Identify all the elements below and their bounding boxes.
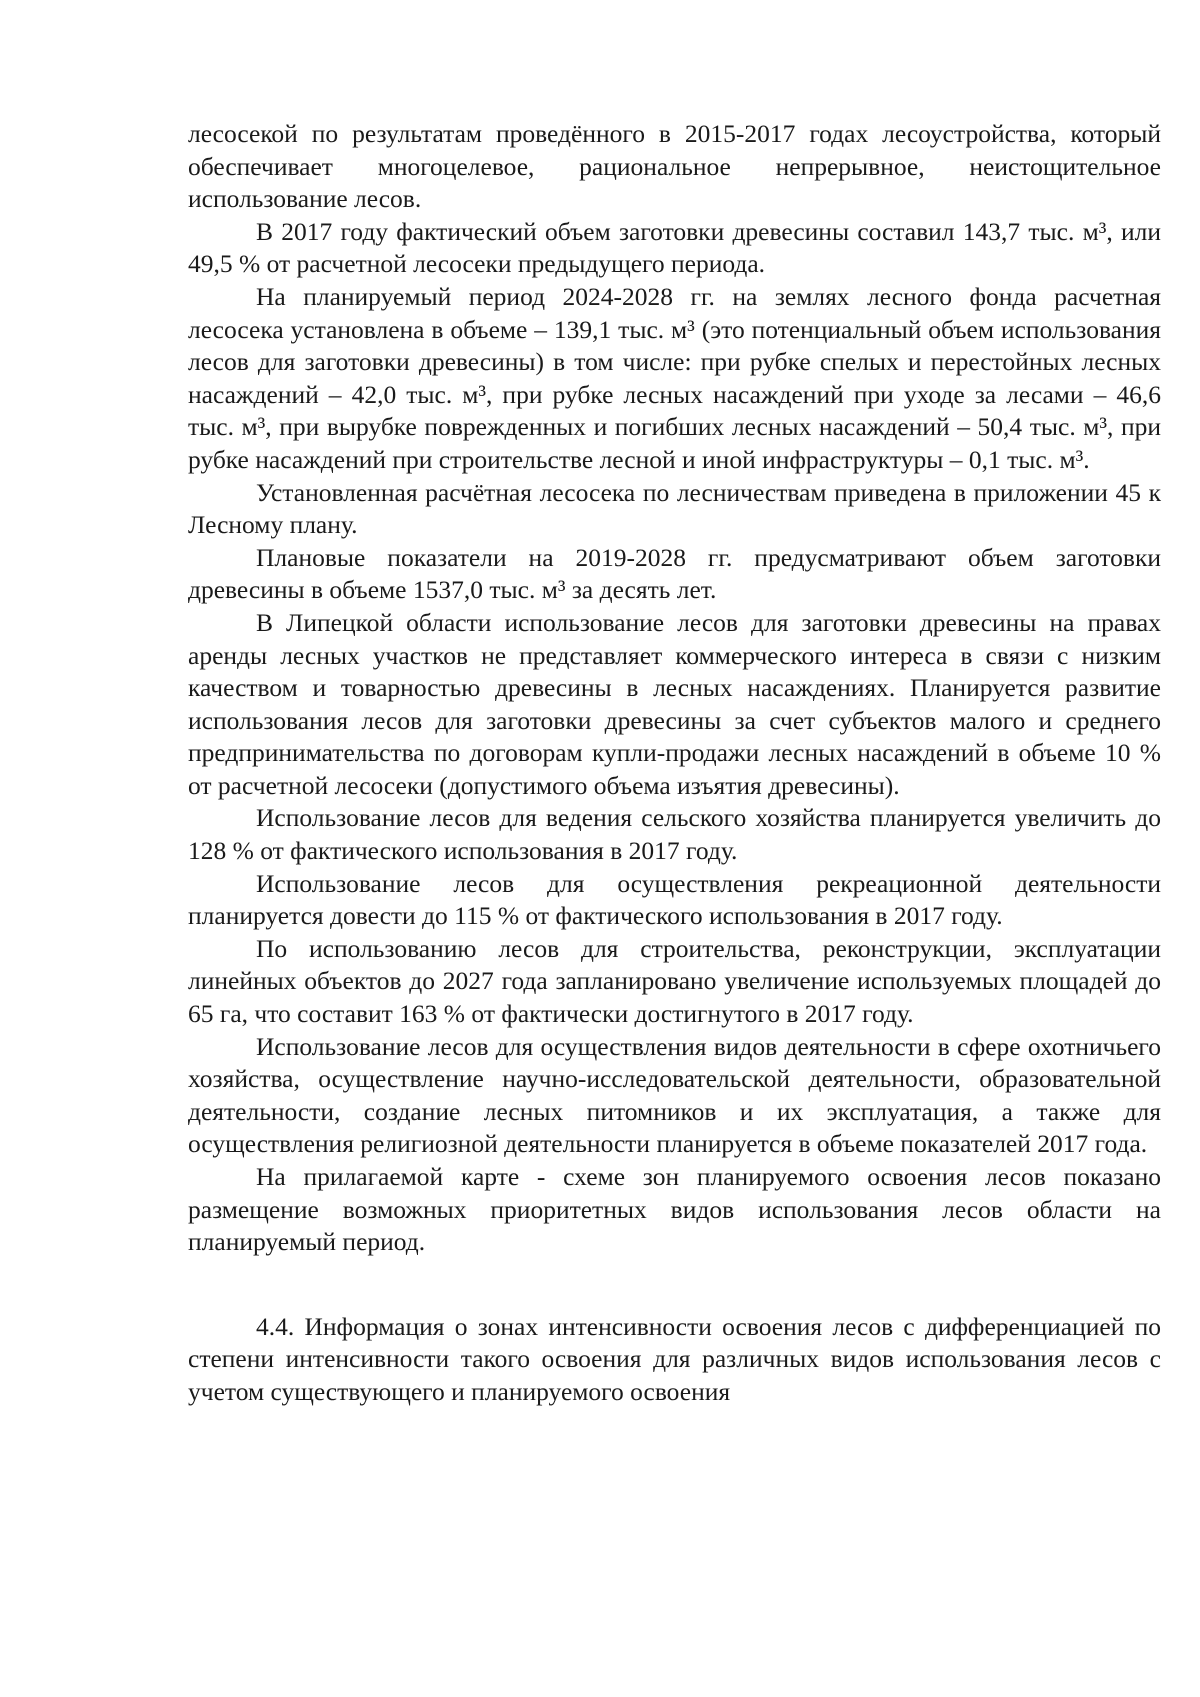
paragraph-planned-indicators: Плановые показатели на 2019-2028 гг. предусматривают объем заготовки древесины в объеме 1537,0 тыс. м³ за десять лет. xyxy=(188,542,1161,605)
paragraph-other-activities: Использование лесов для осуществления видов деятельности в сфере охотничьего хозяйства, осуществление научно-исследовательской деятельности, образовательной деятельности, создание лесных питомников и их эксплуатация, а также для осуществления религиозной деятельности планируется в объеме показателей 2017 года. xyxy=(188,1031,1161,1159)
paragraph-continuation: лесосекой по результатам проведённого в 2015-2017 годах лесоустройства, который обеспечивает многоцелевое, рациональное непрерывное, неистощительное использование лесов. xyxy=(188,119,1161,214)
section-heading-block xyxy=(188,1311,1161,1409)
paragraph-recreation-use: Использование лесов для осуществления рекреационной деятельности планируется довести до 115 % от фактического использования в 2017 году. xyxy=(188,868,1161,931)
body-text xyxy=(188,118,1161,1409)
paragraph-agriculture-use: Использование лесов для ведения сельского хозяйства планируется увеличить до 128 % от фактического использования в 2017 году. xyxy=(188,803,1161,866)
paragraph-linear-objects: По использованию лесов для строительства, реконструкции, эксплуатации линейных объектов до 2027 года запланировано увеличение используемых площадей до 65 га, что составит 163 % от фактически достигнутого в 2017 году. xyxy=(188,933,1161,1029)
paragraph-allowable-cut-2024-2028: На планируемый период 2024-2028 гг. на землях лесного фонда расчетная лесосека установлена в объеме – 139,1 тыс. м³ (это потенциальный объем использования лесов для заготовки древесины) в том числе: при рубке спелых и перестойных лесных насаждений – 42,0 тыс. м³, при рубке лесных насаждений при уходе за лесами – 46,6 тыс. м³, при вырубке поврежденных и погибших лесных насаждений – 50,4 тыс. м³, при рубке насаждений при строительстве лесной и иной инфраструктуры – 0,1 тыс. м³. xyxy=(188,281,1161,474)
paragraph-appendix-reference: Установленная расчётная лесосека по лесничествам приведена в приложении 45 к Лесному плану. xyxy=(188,477,1161,540)
paragraph-lease-interest: В Липецкой области использование лесов для заготовки древесины на правах аренды лесных участков не представляет коммерческого интереса в связи с низким качеством и товарностью древесины в лесных насаждениях. Планируется развитие использования лесов для заготовки древесины за счет субъектов малого и среднего предпринимательства по договорам купли-продажи лесных насаждений в объеме 10 % от расчетной лесосеки (допустимого объема изъятия древесины). xyxy=(188,607,1161,800)
paragraph-map-scheme: На прилагаемой карте - схеме зон планируемого освоения лесов показано размещение возможных приоритетных видов использования лесов области на планируемый период. xyxy=(188,1162,1161,1257)
paragraph-actual-harvest-2017: В 2017 году фактический объем заготовки древесины составил 143,7 тыс. м³, или 49,5 % от расчетной лесосеки предыдущего периода. xyxy=(188,216,1161,279)
section-heading: 4.4. Информация о зонах интенсивности освоения лесов с дифференциацией по степени интенсивности такого освоения для различных видов использования лесов с учетом существующего и планируемого освоения xyxy=(188,1311,1161,1406)
